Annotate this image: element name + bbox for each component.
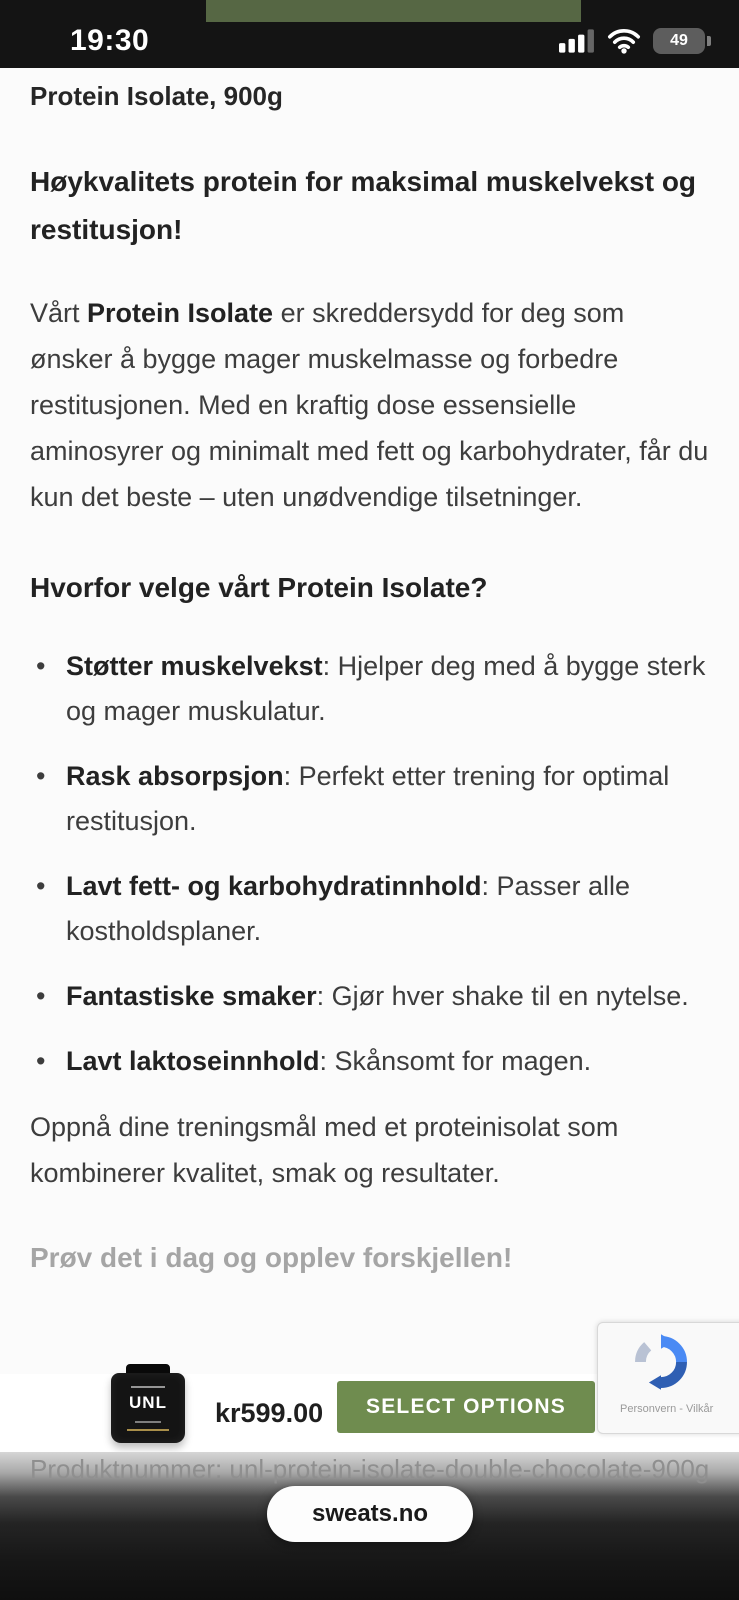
benefit-text: : Perfekt etter trening for optimal restitusjon.: [66, 761, 670, 837]
benefit-label: Støtter muskelvekst: [66, 651, 323, 682]
benefit-label: Lavt laktoseinnhold: [66, 1046, 320, 1077]
status-icons: [559, 28, 705, 54]
status-bar: [0, 0, 739, 68]
product-thumbnail: [104, 1364, 192, 1450]
recaptcha-icon: [632, 1333, 690, 1391]
web-page-content: [0, 68, 739, 1282]
benefit-label: Fantastiske smaker: [66, 981, 317, 1012]
battery-icon: [653, 28, 705, 54]
intro-paragraph: [30, 290, 709, 520]
closing-paragraph: Oppnå dine treningsmål med et proteinisolat som kombinerer kvalitet, smak og resultater.: [30, 1112, 619, 1189]
benefit-text: : Skånsomt for magen.: [319, 1046, 592, 1077]
tub-label-line: [131, 1386, 165, 1388]
benefit-label: Rask absorpsjon: [66, 761, 284, 792]
benefit-text: : Hjelper deg med å bygge sterk og mager muskulatur.: [66, 651, 706, 727]
product-title: Protein Isolate, 900g: [30, 81, 283, 111]
list-item: [30, 1039, 709, 1084]
list-item: [30, 754, 709, 844]
why-heading: Hvorfor velge vårt Protein Isolate?: [30, 572, 488, 604]
clock: 19:30: [70, 24, 150, 57]
page-top-green-fragment: [206, 0, 581, 22]
browser-bottom-chrome: [0, 1452, 739, 1600]
intro-bold-product-name: Protein Isolate: [87, 298, 274, 329]
cta-heading: Prøv det i dag og opplev forskjellen!: [30, 1242, 513, 1274]
benefit-label: Lavt fett- og karbohydratinnhold: [66, 871, 482, 902]
address-bar[interactable]: [267, 1486, 473, 1542]
tub-label-subline: [135, 1421, 161, 1423]
select-options-button[interactable]: SELECT OPTIONS: [337, 1381, 595, 1433]
address-bar-url: sweats.no: [311, 1500, 429, 1527]
intro-heading: Høykvalitets protein for maksimal muskelvekst og restitusjon!: [30, 165, 697, 245]
tub-body: [111, 1373, 185, 1443]
product-sku-line: Produktnummer: unl-protein-isolate-double-chocolate-900g: [30, 1454, 710, 1484]
recaptcha-badge[interactable]: [597, 1322, 739, 1434]
benefit-text: : Passer alle kostholdsplaner.: [66, 871, 631, 947]
brand-logo: UNL: [129, 1393, 167, 1412]
intro-rest: er skreddersydd for deg som ønsker å bygge mager muskelmasse og forbedre restitusjonen. Med en kraftig dose essensielle aminosyrer og minimalt med fett og karbohydrater, får du kun det beste – uten unødvendige tilsetninger.: [30, 298, 709, 513]
intro-prefix: Vårt: [30, 298, 88, 329]
benefits-list: [30, 644, 709, 1084]
battery-nub: [707, 36, 711, 46]
recaptcha-privacy-terms-links[interactable]: Personvern - Vilkår: [620, 1403, 714, 1415]
battery-percent: 49: [670, 32, 688, 49]
list-item: [30, 644, 709, 734]
product-price: kr599.00: [215, 1397, 324, 1428]
benefit-text: : Gjør hver shake til en nytelse.: [316, 981, 689, 1012]
list-item: [30, 974, 709, 1019]
tub-gold-line: [127, 1429, 169, 1431]
wifi-icon: [607, 28, 641, 54]
list-item: [30, 864, 709, 954]
cellular-signal-icon: [559, 29, 595, 53]
status-row: [0, 24, 739, 58]
